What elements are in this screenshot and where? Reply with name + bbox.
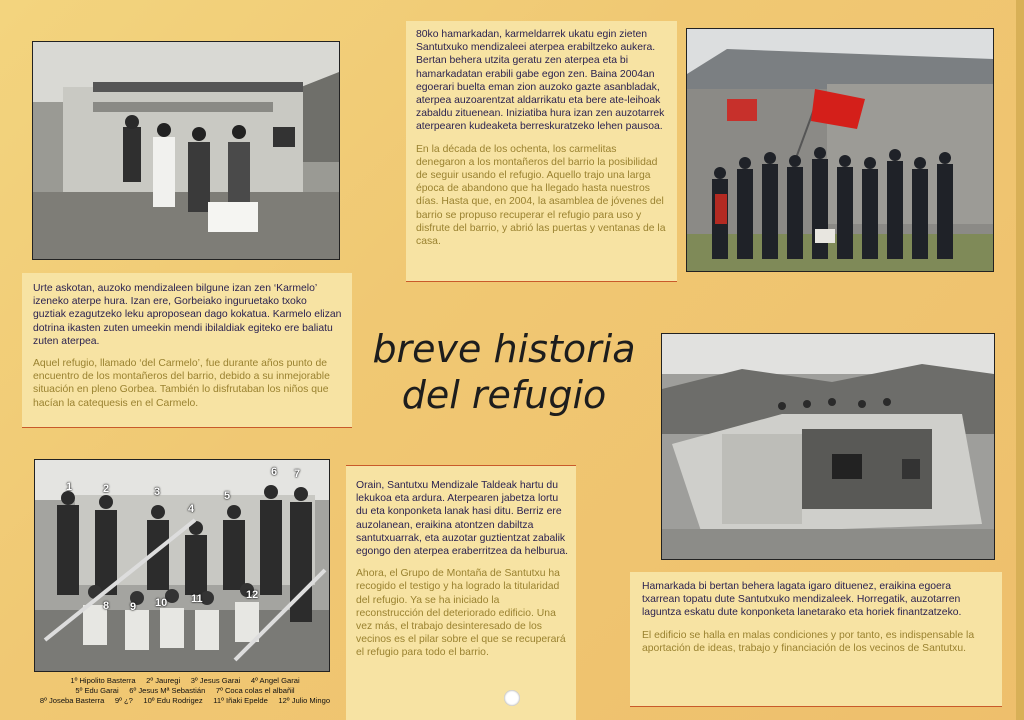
text-box-conditions [630, 572, 1002, 707]
photo-number-4: 4 [188, 503, 195, 515]
photo-mountaineers-group [34, 459, 330, 672]
photo-number-12: 12 [246, 589, 259, 601]
paragraph-spanish: Aquel refugio, llamado ‘del Carmelo’, fue durante años punto de encuentro de los montañeros del barrio, debido a su inmejorable situación en pleno Gorbea. También lo disfrutaban los niños que hacían la catequesis en el Carmelo. [33, 358, 330, 409]
title-line-1: breve historia [372, 327, 636, 371]
photo-number-10: 10 [155, 597, 168, 609]
page-edge [1016, 0, 1024, 720]
photo-number-7: 7 [294, 468, 301, 480]
paragraph-basque: Orain, Santutxu Mendizale Taldeak hartu du lekukoa eta ardura. Aterpearen jabetza lortu du eta konponketa lanak hasi ditu. Berriz ere auzolanean, eraikina atontzen dabiltza santutxuarrak, eta auzotar guztientzat zabalik egongo den aterpea eraberritzea da helburua. [356, 480, 569, 558]
photo-number-2: 2 [103, 483, 110, 495]
photo-number-8: 8 [103, 600, 110, 612]
photo-caption [30, 676, 340, 706]
text-box-eighties [406, 21, 677, 282]
photo-youth-assembly [686, 28, 994, 272]
page-title [360, 326, 648, 418]
paragraph-spanish: El edificio se halla en malas condiciones y por tanto, es indispensable la aportación de ideas, trabajo y financiación de los vecinos de Santutxu. [642, 629, 975, 654]
text-box-history-left [22, 273, 352, 428]
photo-number-1: 1 [66, 481, 73, 493]
paragraph-spanish: Ahora, el Grupo de Montaña de Santutxu ha recogido el testigo y ha logrado la titularidad del refugio. Ya se ha iniciado la reconstrucción del deteriorado edificio. Una vez más, el trabajo desinteresado de los vecinos es el pilar sobre el que se recuperará el refugio para todo el barrio. [356, 568, 566, 659]
caption-line-1: 1º Hipolito Basterra 2º Jauregi 3º Jesus Garai 4º Angel Garai [70, 676, 300, 685]
binder-hole [504, 690, 520, 706]
paragraph-basque: Urte askotan, auzoko mendizaleen bilgune izan zen ‘Karmelo’ izeneko aterpe hura. Izan ere, Gorbeiako inguruetako txoko guztiak ezagutzeko leku aproposean dago kokatua. Karmelo elizan dotrina ikasten zuten umeekin mendi ibilaldiak egiteko ere baliatu zuten aterpea. [33, 283, 342, 347]
photo-number-5: 5 [224, 490, 231, 502]
photo-number-9: 9 [130, 601, 137, 613]
title-line-2: del refugio [401, 373, 607, 417]
text-box-now [346, 465, 576, 720]
photo-number-6: 6 [271, 466, 278, 478]
caption-line-3: 8º Joseba Basterra 9º ¿? 10º Edu Rodrigez 11º Iñaki Epelde 12º Julio Mingo [39, 696, 331, 705]
caption-line-2: 5º Edu Garai 6º Jesus Mª Sebastián 7º Coca colas el albañil [75, 686, 295, 695]
paragraph-basque: 80ko hamarkadan, karmeldarrek ukatu egin zieten Santutxuko mendizaleei aterpea erabiltzeko aukera. Bertan behera utzita geratu zen aterpea eta bi hamarkadatan erabili gabe egon zen. Baina 2004an egoerari buelta eman zion auzoko gazte asanbladak, aterpea auzoarentzat aldarrikatu eta bere ate-leihoak zabaldu zituenean. Iniziatiba hura izan zen auzotarrek aterpearen kudeaketa berreskuratzeko lehen pausoa. [416, 29, 665, 133]
photo-women-refuge [32, 41, 340, 260]
photo-number-3: 3 [154, 486, 161, 498]
paragraph-spanish: En la década de los ochenta, los carmelitas denegaron a los montañeros del barrio la posibilidad de seguir usando el refugio. Aquello trajo una larga época de abandono que ha llegado hasta nuestros días. Hasta que, en 2004, la asamblea de jóvenes del barrio se propuso recuperar el refugio para uso y disfrute del barrio, y abrió las puertas y ventanas de la casa. [416, 143, 666, 248]
photo-number-11: 11 [191, 593, 203, 605]
paragraph-basque: Hamarkada bi bertan behera lagata igaro dituenez, eraikina egoera txarrean topatu dute Santutxuko mendizaleek. Horregatik, auzotarren laguntza eskatu dute konponketa lanetarako eta horiek finantzatzeko. [642, 581, 962, 619]
photo-refuge-construction [661, 333, 995, 560]
